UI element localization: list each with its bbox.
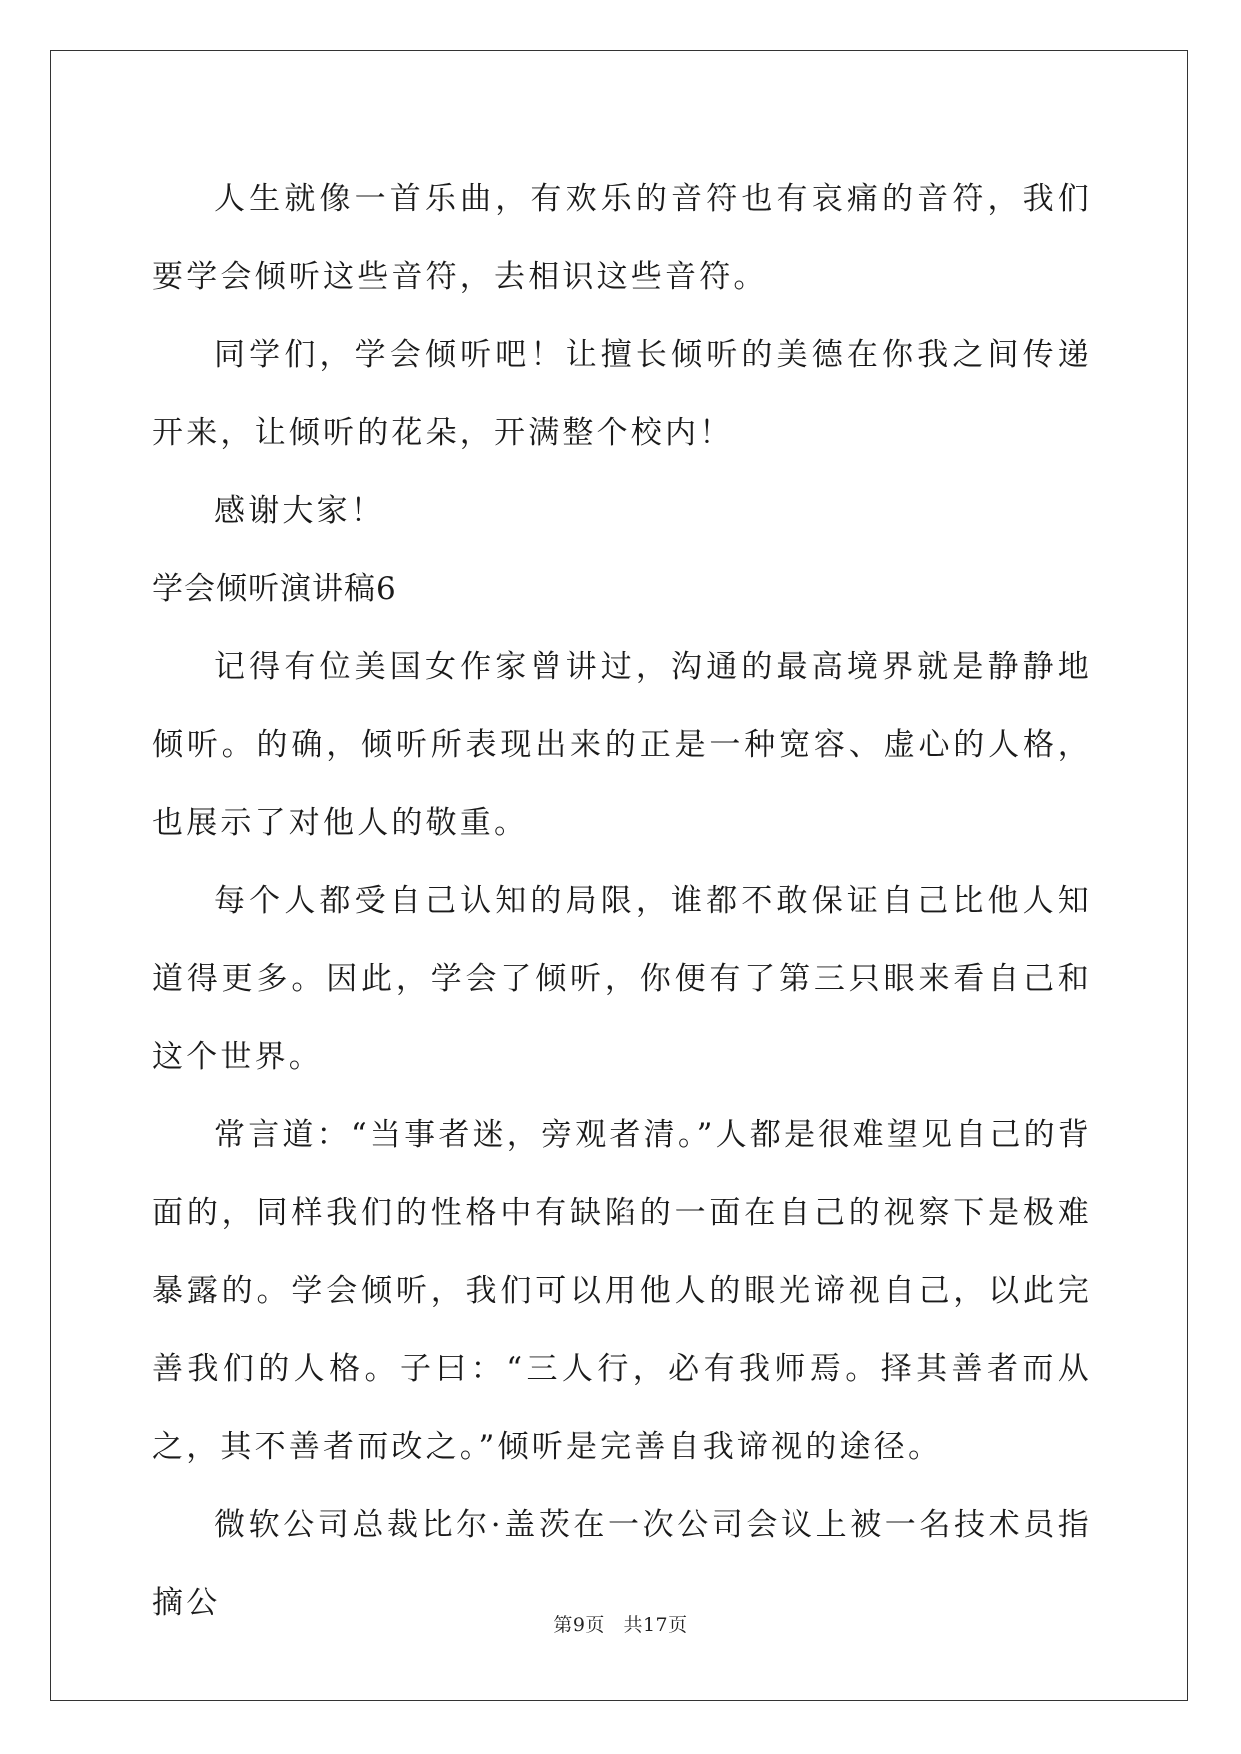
paragraph-6: 常言道：“当事者迷，旁观者清。”人都是很难望见自己的背面的，同样我们的性格中有缺陷的一面在自己的视察下是极难暴露的。学会倾听，我们可以用他人的眼光谛视自己，以此完善我们的人格。子曰：“三人行，必有我师焉。择其善者而从之，其不善者而改之。”倾听是完善自我谛视的途径。 (152, 1117, 1092, 1465)
page-footer (0, 1610, 1241, 1637)
page-total: 共17页 (623, 1614, 688, 1636)
paragraph-7: 微软公司总裁比尔·盖茨在一次公司会议上被一名技术员指摘公 (152, 1507, 1092, 1621)
paragraph-4: 记得有位美国女作家曾讲过，沟通的最高境界就是静静地倾听。的确，倾听所表现出来的正是一种宽容、虚心的人格，也展示了对他人的敬重。 (152, 649, 1092, 841)
paragraph-2: 同学们，学会倾听吧！让擅长倾听的美德在你我之间传递开来，让倾听的花朵，开满整个校内！ (152, 337, 1092, 451)
section-heading: 学会倾听演讲稿6 (152, 571, 397, 607)
document-body (152, 160, 1092, 1642)
paragraph-3: 感谢大家！ (214, 493, 385, 529)
paragraph-1: 人生就像一首乐曲，有欢乐的音符也有哀痛的音符，我们要学会倾听这些音符，去相识这些音符。 (152, 181, 1092, 295)
page-number: 第9页 (553, 1614, 605, 1636)
paragraph-5: 每个人都受自己认知的局限，谁都不敢保证自己比他人知道得更多。因此，学会了倾听，你便有了第三只眼来看自己和这个世界。 (152, 883, 1092, 1075)
